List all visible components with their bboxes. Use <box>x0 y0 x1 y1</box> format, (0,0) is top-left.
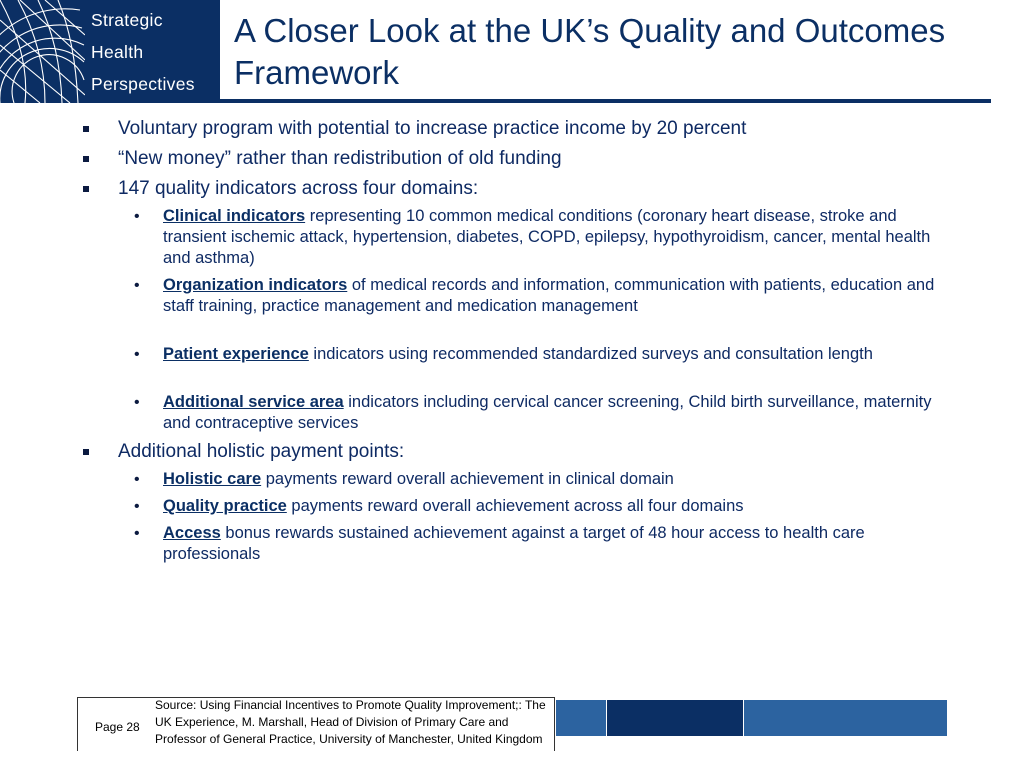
round-bullet-icon: • <box>134 525 140 542</box>
bullet-text: Voluntary program with potential to increase practice income by 20 percent <box>118 118 747 139</box>
bullet-text: of medical records and information, communication with patients, education and staff training, practice management and medication management <box>163 276 935 315</box>
bullet-term: Clinical indicators <box>163 207 306 225</box>
sub-bullet-item <box>134 275 943 317</box>
page-number: Page 28 <box>95 720 140 734</box>
bullet-term: Additional service area <box>163 393 344 411</box>
bullet-item <box>118 148 978 170</box>
round-bullet-icon: • <box>134 394 140 411</box>
logo-line-3: Perspectives <box>91 74 195 94</box>
sub-bullet-item <box>134 523 943 565</box>
footer-color-bar <box>607 700 743 736</box>
sub-bullet-item <box>134 496 943 517</box>
bullet-item <box>118 118 978 140</box>
sub-bullet-item <box>134 344 943 365</box>
globe-wireframe-icon <box>0 0 85 103</box>
bullet-term: Patient experience <box>163 345 309 363</box>
slide-footer <box>0 697 1024 768</box>
slide-title: A Closer Look at the UK’s Quality and Outcomes Framework <box>234 12 946 91</box>
sub-bullet-item <box>134 206 943 269</box>
sub-bullet-item <box>134 469 943 490</box>
bullet-term: Holistic care <box>163 470 262 488</box>
square-bullet-icon <box>83 156 89 162</box>
bullet-text: Additional holistic payment points: <box>118 441 405 462</box>
bullet-text: payments reward overall achievement across all four domains <box>286 497 744 515</box>
square-bullet-icon <box>83 186 89 192</box>
logo-line-1: Strategic <box>91 10 163 30</box>
bullet-text: bonus rewards sustained achievement against a target of 48 hour access to health care professionals <box>163 524 865 563</box>
bullet-term: Organization indicators <box>163 276 348 294</box>
bullet-term: Quality practice <box>163 497 287 515</box>
title-divider <box>220 99 991 103</box>
round-bullet-icon: • <box>134 498 140 515</box>
logo-line-2: Health <box>91 42 144 62</box>
square-bullet-icon <box>83 449 89 455</box>
round-bullet-icon: • <box>134 471 140 488</box>
footer-color-bar <box>744 700 947 736</box>
logo <box>0 0 220 103</box>
round-bullet-icon: • <box>134 346 140 363</box>
bullet-item <box>118 441 978 463</box>
footer-divider <box>77 697 78 751</box>
logo-text <box>91 4 195 100</box>
footer-color-bar <box>556 700 606 736</box>
bullet-text: indicators using recommended standardized surveys and consultation length <box>308 345 873 363</box>
square-bullet-icon <box>83 126 89 132</box>
round-bullet-icon: • <box>134 208 140 225</box>
bullet-text: representing 10 common medical conditions (coronary heart disease, stroke and transient ischemic attack, hypertension, diabetes, COPD, epilepsy, hypothyroidism, cancer, mental health and asthma) <box>163 207 931 267</box>
round-bullet-icon: • <box>134 277 140 294</box>
source-citation: Source: Using Financial Incentives to Promote Quality Improvement;: The UK Experience, M. Marshall, Head of Division of Primary Care and Professor of General Practice, University of Manchester, United Kingdom <box>155 698 546 746</box>
bullet-text: indicators including cervical cancer screening, Child birth surveillance, maternity and contraceptive services <box>163 393 932 432</box>
sub-bullet-item <box>134 392 943 434</box>
bullet-text: 147 quality indicators across four domains: <box>118 178 479 199</box>
bullet-term: Access <box>163 524 221 542</box>
bullet-text: “New money” rather than redistribution of old funding <box>118 148 562 169</box>
bullet-text: payments reward overall achievement in clinical domain <box>261 470 674 488</box>
bullet-item <box>118 178 978 200</box>
